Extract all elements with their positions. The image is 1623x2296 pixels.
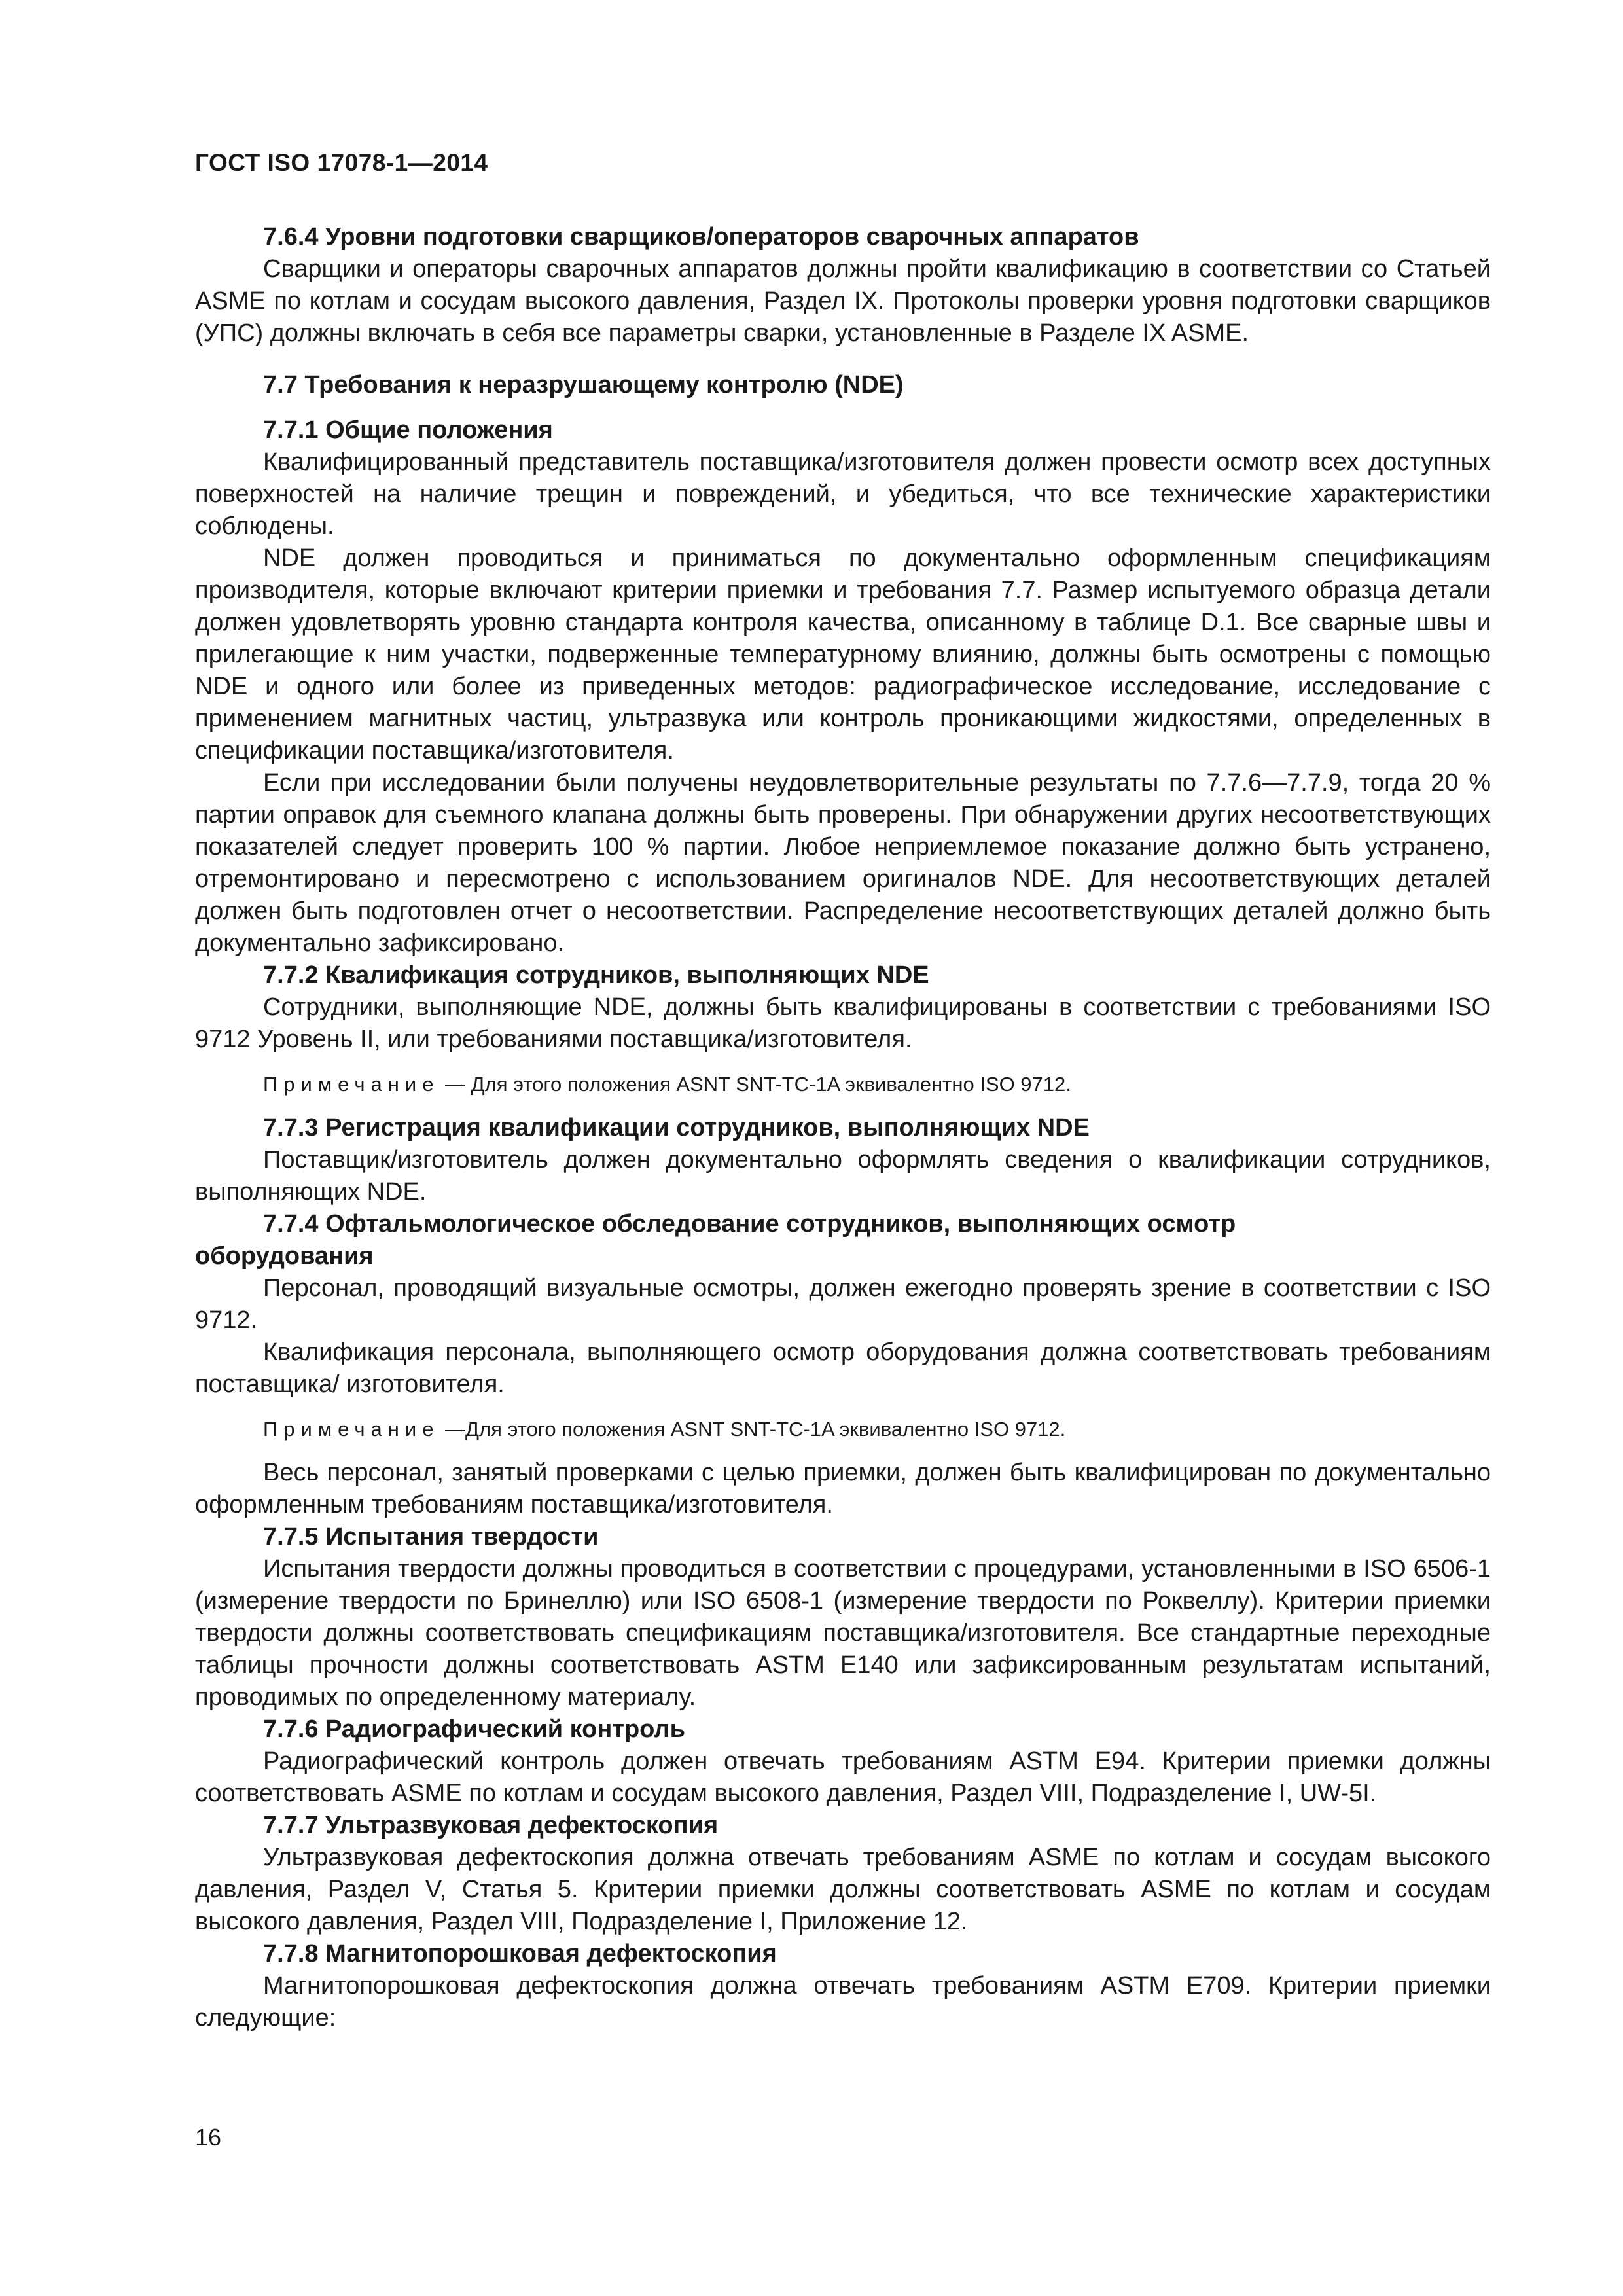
section-heading: 7.7.7 Ультразвуковая дефектоскопия [263, 1812, 719, 1839]
paragraph: Ультразвуковая дефектоскопия должна отвечать требованиям ASME по котлам и сосудам высокого давления, Раздел V, Статья 5. Критерии приемки должны соответствовать ASME по котлам и сосудам высокого давления, Раздел VIII, Подразделение I, Приложение 12. [195, 1844, 1491, 1935]
section-heading: 7.6.4 Уровни подготовки сварщиков/операторов сварочных аппаратов [263, 223, 1139, 251]
page-number: 16 [195, 2124, 222, 2151]
paragraph: Испытания твердости должны проводиться в соответствии с процедурами, установленными в ISO 6506-1 (измерение твердости по Бринеллю) или ISO 6508-1 (измерение твердости по Роквеллу). Критерии приемки твердости должны соответствовать спецификациям поставщика/изготовителя. Все стандартные переходные таблицы прочности должны соответствовать ASTM E140 или зафиксированным результатам испытаний, проводимых по определенному материалу. [195, 1555, 1491, 1711]
paragraph: Персонал, проводящий визуальные осмотры, должен ежегодно проверять зрение в соответствии с ISO 9712. [195, 1274, 1491, 1334]
paragraph: Квалификация персонала, выполняющего осмотр оборудования должна соответствовать требованиям поставщика/ изготовителя. [195, 1338, 1491, 1398]
standard-header: ГОСТ ISO 17078-1—2014 [195, 149, 488, 176]
paragraph: Весь персонал, занятый проверками с целью приемки, должен быть квалифицирован по документально оформленным требованиям поставщика/изготовителя. [195, 1459, 1491, 1518]
paragraph: Сотрудники, выполняющие NDE, должны быть квалифицированы в соответствии с требованиями ISO 9712 Уровень II, или требованиями поставщика/изготовителя. [195, 994, 1491, 1053]
paragraph: Поставщик/изготовитель должен документально оформлять сведения о квалификации сотрудников, выполняющих NDE. [195, 1146, 1491, 1206]
document-body [195, 221, 1491, 2034]
section-heading: 7.7.6 Радиографический контроль [263, 1715, 685, 1743]
paragraph: Если при исследовании были получены неудовлетворительные результаты по 7.7.6—7.7.9, тогда 20 % партии оправок для съемного клапана должны быть проверены. При обнаружении других несоответствующих показателей следует проверить 100 % партии. Любое неприемлемое показание должно быть устранено, отремонтировано и пересмотрено с использованием оригиналов NDE. Для несоответствующих деталей должен быть подготовлен отчет о несоответствии. Распределение несоответствующих деталей должно быть документально зафиксировано. [195, 769, 1491, 957]
note-text: —Для этого положения ASNT SNT-TC-1A эквивалентно ISO 9712. [439, 1418, 1066, 1441]
section-heading: 7.7.4 Офтальмологическое обследование сотрудников, выполняющих осмотр [263, 1210, 1236, 1238]
note-text: — Для этого положения ASNT SNT-TC-1A эквивалентно ISO 9712. [439, 1073, 1071, 1096]
paragraph: Радиографический контроль должен отвечать требованиям ASTM E94. Критерии приемки должны соответствовать ASME по котлам и сосудам высокого давления, Раздел VIII, Подразделение I, UW-5I. [195, 1748, 1491, 1807]
note [195, 1415, 1491, 1444]
note [195, 1070, 1491, 1099]
section-heading: 7.7.3 Регистрация квалификации сотрудников, выполняющих NDE [263, 1114, 1090, 1141]
section-heading: 7.7.1 Общие положения [263, 416, 553, 444]
paragraph: Квалифицированный представитель поставщика/изготовителя должен провести осмотр всех доступных поверхностей на наличие трещин и повреждений, и убедиться, что все технические характеристики соблюдены. [195, 448, 1491, 540]
note-label: Примечание [263, 1418, 440, 1441]
section-heading: 7.7 Требования к неразрушающему контролю (NDE) [263, 371, 904, 399]
section-heading: 7.7.8 Магнитопорошковая дефектоскопия [263, 1940, 777, 1967]
section-heading: 7.7.2 Квалификация сотрудников, выполняющих NDE [263, 961, 929, 989]
paragraph: Сварщики и операторы сварочных аппаратов должны пройти квалификацию в соответствии со Статьей ASME по котлам и сосудам высокого давления, Раздел IX. Протоколы проверки уровня подготовки сварщиков (УПС) должны включать в себя все параметры сварки, установленные в Разделе IX ASME. [195, 255, 1491, 347]
note-label: Примечание [263, 1073, 440, 1096]
paragraph: NDE должен проводиться и приниматься по документально оформленным спецификациям производителя, которые включают критерии приемки и требования 7.7. Размер испытуемого образца детали должен удовлетворять уровню стандарта контроля качества, описанному в таблице D.1. Все сварные швы и прилегающие к ним участки, подверженные температурному влиянию, должны быть осмотрены с помощью NDE и одного или более из приведенных методов: радиографическое исследование, исследование с применением магнитных частиц, ультразвука или контроль проникающими жидкостями, определенных в спецификации поставщика/изготовителя. [195, 545, 1491, 764]
paragraph: Магнитопорошковая дефектоскопия должна отвечать требованиям ASTM E709. Критерии приемки следующие: [195, 1972, 1491, 2032]
section-heading-continuation: оборудования [195, 1242, 374, 1270]
section-heading: 7.7.5 Испытания твердости [263, 1523, 599, 1551]
